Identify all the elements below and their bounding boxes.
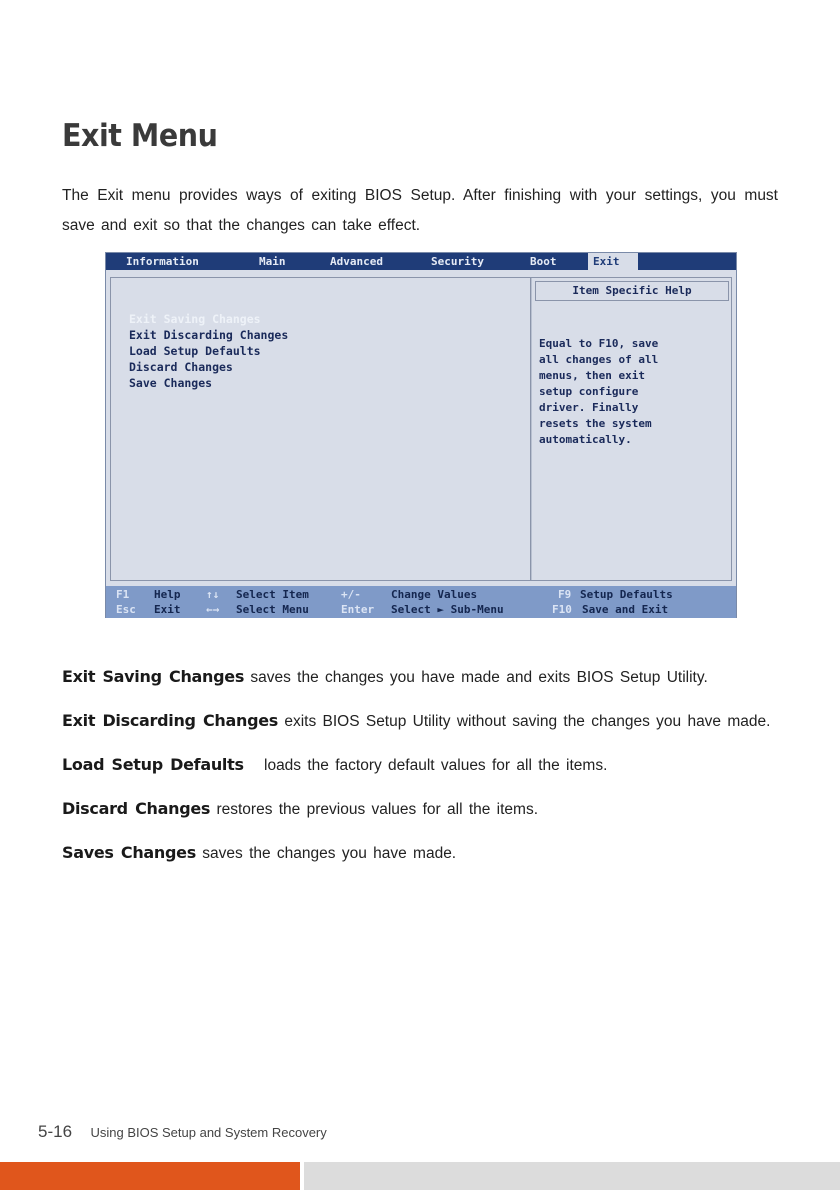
bios-main-panel [110,277,732,581]
key-f9-desc: Setup Defaults [580,588,673,601]
footer-accent-bar [0,1162,300,1190]
definition-exit-saving-changes [62,662,778,693]
key-f10-desc: Save and Exit [582,603,669,616]
help-panel-text: Equal to F10, save all changes of all menus, then exit setup configure driver. Finally resets the system automatically. [539,337,659,446]
term-description: exits BIOS Setup Utility without saving the changes you have made. [284,713,771,730]
menu-item-exit-saving-changes[interactable]: Exit Saving Changes [129,312,261,326]
key-arrows-leftright: ←→ [206,603,220,616]
term: Discard Changes [62,799,211,818]
status-line-1 [106,587,736,603]
key-f10: F10 [552,603,572,616]
key-esc: Esc [116,603,136,616]
definition-exit-discarding-changes [62,706,778,737]
footer-text: Using BIOS Setup and System Recovery [90,1125,327,1140]
bios-screenshot [105,252,737,618]
term-description: saves the changes you have made. [202,845,457,862]
key-arrows-updown: ↑↓ [206,588,220,601]
tab-information[interactable]: Information [126,255,199,268]
definition-discard-changes [62,794,778,825]
definitions-list [62,662,778,882]
footer-gray-bar [304,1162,840,1190]
key-plus-minus-desc: Change Values [391,588,478,601]
key-enter: Enter [341,603,375,616]
panel-divider [530,278,532,580]
key-enter-desc: Select ► Sub-Menu [391,603,504,616]
bios-status-bar [106,586,736,618]
tab-boot[interactable]: Boot [530,255,557,268]
definition-save-changes [62,838,778,869]
term: Load Setup Defaults [62,755,244,774]
status-line-2 [106,602,736,618]
page-title: Exit Menu [62,118,218,154]
key-arrows-leftright-desc: Select Menu [236,603,309,616]
page-footer [38,1122,327,1142]
tab-advanced[interactable]: Advanced [330,255,383,268]
key-f1-desc: Help [154,588,181,601]
term: Exit Saving Changes [62,667,245,686]
menu-item-discard-changes[interactable]: Discard Changes [129,360,233,374]
term: Exit Discarding Changes [62,711,279,730]
term-description: saves the changes you have made and exits BIOS Setup Utility. [250,669,708,686]
definition-load-setup-defaults [62,750,778,781]
menu-item-save-changes[interactable]: Save Changes [129,376,213,390]
intro-paragraph: The Exit menu provides ways of exiting BIOS Setup. After finishing with your settings, you must save and exit so that the changes can take effect. [62,187,778,234]
key-arrows-updown-desc: Select Item [236,588,309,601]
tab-main[interactable]: Main [259,255,286,268]
tab-exit[interactable]: Exit [588,253,638,271]
term: Saves Changes [62,843,196,862]
page-number: 5-16 [38,1122,73,1141]
term-description: loads the factory default values for all the items. [264,757,608,774]
key-esc-desc: Exit [154,603,181,616]
key-f9: F9 [558,588,572,601]
tab-security[interactable]: Security [431,255,484,268]
term-description: restores the previous values for all the items. [216,801,539,818]
menu-item-load-setup-defaults[interactable]: Load Setup Defaults [129,344,261,358]
key-plus-minus: +/- [341,588,361,601]
bios-tab-bar [106,253,736,270]
help-panel-title: Item Specific Help [535,281,729,301]
menu-item-exit-discarding-changes[interactable]: Exit Discarding Changes [129,328,289,342]
key-f1: F1 [116,588,130,601]
